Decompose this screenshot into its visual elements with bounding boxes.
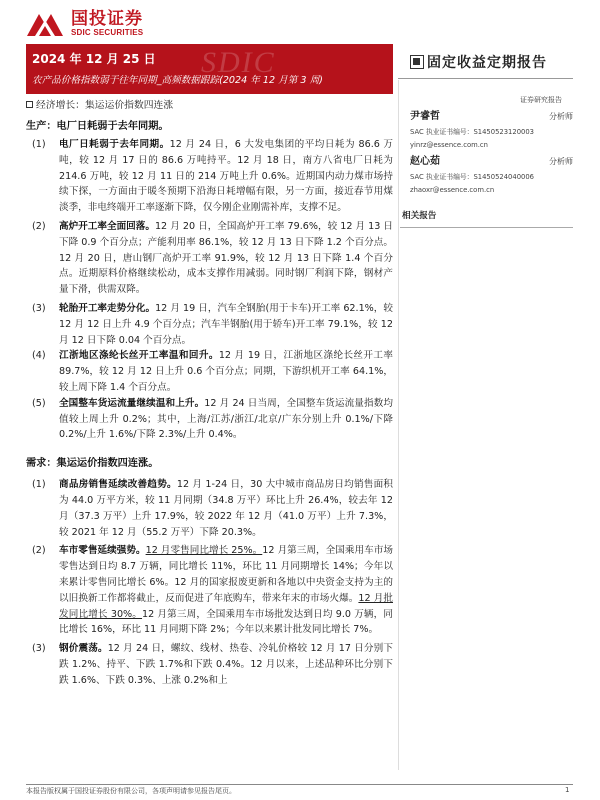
analyst-card <box>410 107 573 149</box>
title-banner <box>26 44 393 94</box>
footer-disclaimer: 本报告版权属于国投证券股份有限公司，各项声明请参见报告尾页。 <box>26 787 236 795</box>
list-item: (3) 轮胎开工率走势分化。12 月 19 日，汽车全钢胎(用于卡车)开工率 62.1%，较 12 月 12 日上升 4.9 个百分点；汽车半钢胎(用于轿车)开工率 79.1%，较 12 月 12 日下降 0.04 个百分点。 <box>32 302 394 346</box>
analyst-card <box>410 152 573 194</box>
list-item: (1) 商品房销售延续改善趋势。12 月 1-24 日，30 大中城市商品房日均销售面积为 44.0 万平方米，较 11 月同期（34.8 万平）环比上升 26.4%，较去年 12 月（37.3 万平）上升 17.9%，较 2022 年 12 月（41.0 万平）上升 7.3%，较 2021 年 12 月（55.2 万平）下降 20.3%。 <box>32 479 394 538</box>
analyst-role: 分析师 <box>549 112 573 121</box>
analyst-name: 尹睿哲 <box>410 111 440 122</box>
production-heading: 生产：电厂日耗弱于去年同期。 <box>26 121 169 132</box>
department-label: 证券研究报告 <box>520 96 562 104</box>
list-item: (1) 电厂日耗弱于去年同期。12 月 24 日，6 大发电集团的平均日耗为 86.6 万吨，较 12 月 17 日的 86.6 万吨持平。12 月 18 日，南方八省电厂日耗为 214.6 万吨，较 12 月 11 日的 214 万吨上升 0.6%。近期国内动力煤市场持续下探，一方面由于暖冬预期下沿海日耗增幅有限，另一方面，接近春节用煤淡季，非电终端开工率逐渐下降，仅今刚企业刚需补库，支撑不足。 <box>32 139 393 214</box>
logo-emblem-icon <box>25 10 65 38</box>
report-title: 农产品价格指数弱于往年同期_高频数据跟踪(2024 年 12 月第 3 周) <box>32 75 323 86</box>
list-item: (2) 高炉开工率全面回落。12 月 20 日，全国高炉开工率 79.6%，较 12 月 13 日下降 0.9 个百分点；产能利用率 86.1%，较 12 月 13 日下降 1.2 个百分点。12 月 20 日，唐山钢厂高炉开工率 91.9%，较 12 月 13 日下降 1.4 个百分点。近期原料价格继续松动，成本支撑作用减弱。同时钢厂利润下降，钢材产量下滑，供需双降。 <box>32 220 393 296</box>
analyst-name: 赵心茹 <box>410 156 440 167</box>
banner-watermark: SDIC <box>201 46 276 79</box>
list-item: (3) 钢价震荡。12 月 24 日，螺纹、线材、热卷、冷轧价格较 12 月 17 日分别下跌 1.2%、持平、下跌 1.7%和下跌 0.4%。12 月以来，上述品种环比分别下跌 1.6%、下跌 0.3%、上涨 0.2%和上 <box>32 643 393 686</box>
report-type-icon <box>410 55 424 69</box>
page-number: 1 <box>565 786 570 794</box>
footer-divider <box>26 784 573 785</box>
analyst-email[interactable]: zhaoxr@essence.com.cn <box>410 186 495 194</box>
column-divider <box>398 80 399 770</box>
analyst-email[interactable]: yinrz@essence.com.cn <box>410 141 488 149</box>
logo-chinese-name: 国投证券 <box>71 9 143 29</box>
logo-english-name: SDIC SECURITIES <box>71 28 144 37</box>
divider <box>398 78 573 79</box>
main-content <box>26 97 393 689</box>
report-type-label: 固定收益定期报告 <box>427 55 547 71</box>
report-date: 2024 年 12 月 25 日 <box>32 52 156 66</box>
divider <box>400 227 573 228</box>
related-reports-title: 相关报告 <box>402 211 437 221</box>
demand-heading: 需求：集运运价指数四连涨。 <box>26 458 159 470</box>
company-logo <box>25 6 143 42</box>
section-title: 经济增长：集运运价指数四连涨 <box>26 97 393 111</box>
analyst-cert: SAC 执业证书编号：S1450524040006 <box>410 173 534 181</box>
related-reports <box>400 209 573 228</box>
analyst-role: 分析师 <box>549 157 573 166</box>
list-item: (5) 全国整车货运流量继续温和上升。12 月 24 日当周，全国整车货运流量指数均值较上周上升 0.2%；其中，上海/江苏/浙江/北京/广东分别上升 0.1%/下降 0.2%/上升 1.6%/下降 2.3%/上升 0.4%。 <box>32 397 393 441</box>
list-item: (4) 江浙地区涤纶长丝开工率温和回升。12 月 19 日，江浙地区涤纶长丝开工率 89.7%，较 12 月 12 日上升 0.6 个百分点；同期，下游织机开工率 64.1%，较上周下降 1.4 个百分点。 <box>32 350 393 393</box>
section-bullet-icon <box>26 101 33 108</box>
report-type-title <box>410 52 547 72</box>
list-item: (2) 车市零售延续强势。12 月零售同比增长 25%。12 月第三周，全国乘用车市场零售达到日均 8.7 万辆，同比增长 11%，环比 11 月同期增长 14%；今年以来累计零售同比增长 6%。12 月的国家报废更新和各地以中央资金支持为主的以旧换新工作都将截止，反而促进了年底购车，带来年末的市场火爆。12 月批发同比增长 30%。12 月第三周，全国乘用车市场批发达到日均 9.0 万辆，同比增长 16%，环比 11 月同期下降 2%；今年以来累计批发同比增长 7%。 <box>32 545 393 636</box>
analyst-cert: SAC 执业证书编号：S1450523120003 <box>410 128 534 136</box>
